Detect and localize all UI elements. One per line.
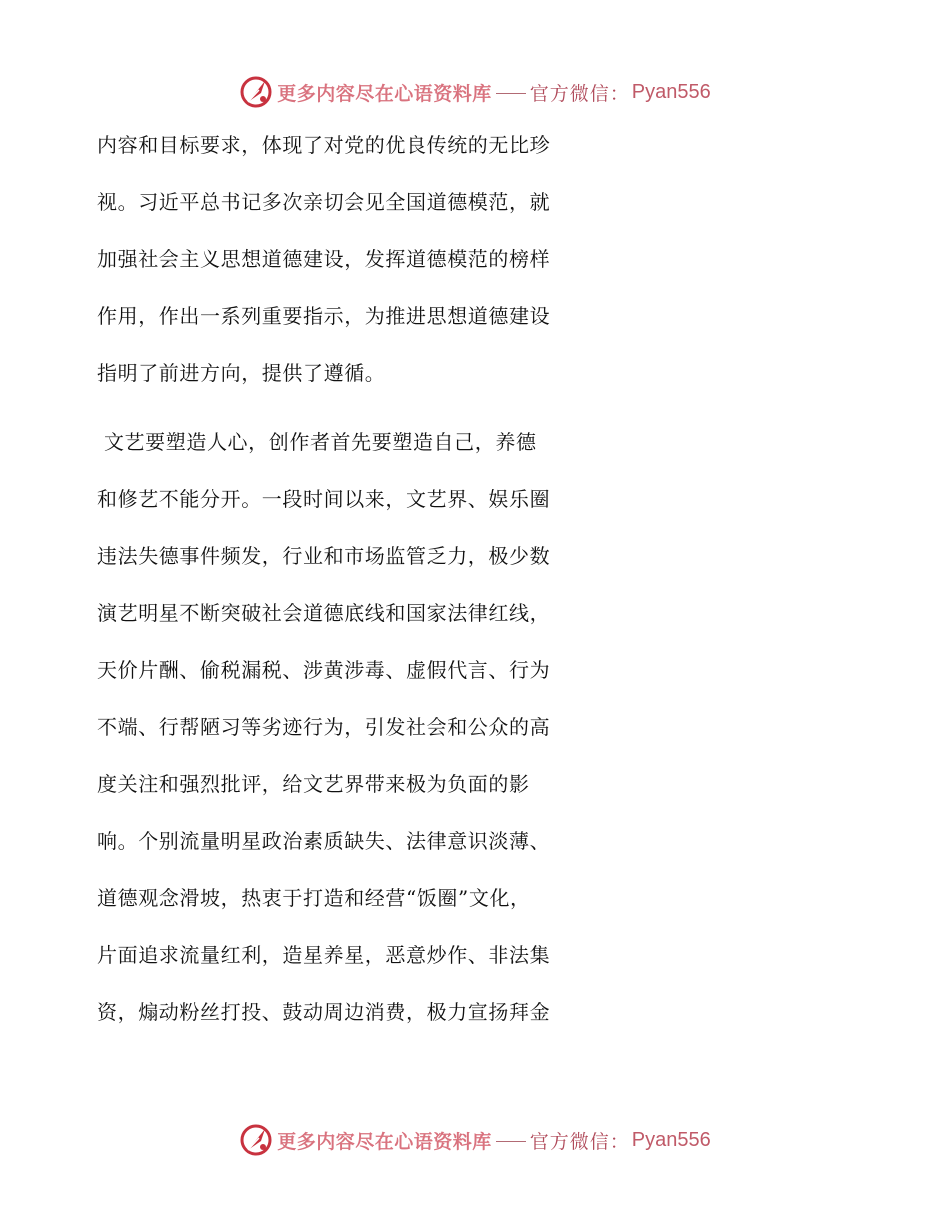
text-line: 度关注和强烈批评，给文艺界带来极为负面的影 bbox=[97, 772, 530, 796]
header-watermark bbox=[0, 72, 950, 112]
watermark-site-name: 更多内容尽在心语资料库 bbox=[277, 1130, 492, 1153]
text-line: 加强社会主义思想道德建设，发挥道德模范的榜样 bbox=[97, 247, 551, 271]
watermark-wechat-label: 官方微信： bbox=[529, 82, 630, 105]
quill-logo-icon bbox=[239, 75, 273, 109]
watermark-dash bbox=[496, 1141, 526, 1142]
watermark-wechat-label: 官方微信： bbox=[529, 1130, 630, 1153]
document-body bbox=[97, 122, 857, 1046]
text-line: 违法失德事件频发，行业和市场监管乏力，极少数 bbox=[97, 544, 551, 568]
paragraph bbox=[97, 122, 857, 396]
watermark-site-name: 更多内容尽在心语资料库 bbox=[277, 82, 492, 105]
quill-logo-icon bbox=[239, 1123, 273, 1157]
footer-watermark bbox=[0, 1120, 950, 1160]
text-line: 响。个别流量明星政治素质缺失、法律意识淡薄、 bbox=[97, 829, 551, 853]
text-line: 文艺要塑造人心，创作者首先要塑造自己，养德 bbox=[97, 430, 537, 454]
text-line: 视。习近平总书记多次亲切会见全国道德模范，就 bbox=[97, 190, 551, 214]
text-line: 天价片酬、偷税漏税、涉黄涉毒、虚假代言、行为 bbox=[97, 658, 551, 682]
paragraph-spacer bbox=[97, 407, 857, 419]
text-line: 不端、行帮陋习等劣迹行为，引发社会和公众的高 bbox=[97, 715, 551, 739]
text-line: 片面追求流量红利，造星养星，恶意炒作、非法集 bbox=[97, 943, 551, 967]
watermark-wechat-id: Pyan556 bbox=[631, 80, 711, 103]
text-line: 和修艺不能分开。一段时间以来，文艺界、娱乐圈 bbox=[97, 487, 551, 511]
text-line: 资，煽动粉丝打投、鼓动周边消费，极力宣扬拜金 bbox=[97, 1000, 551, 1024]
watermark-dash bbox=[496, 93, 526, 94]
text-line: 作用，作出一系列重要指示，为推进思想道德建设 bbox=[97, 304, 551, 328]
paragraph bbox=[97, 419, 857, 1035]
watermark-wechat-id: Pyan556 bbox=[631, 1128, 711, 1151]
text-line: 内容和目标要求，体现了对党的优良传统的无比珍 bbox=[97, 133, 551, 157]
text-line: 指明了前进方向，提供了遵循。 bbox=[97, 361, 386, 385]
text-line: 演艺明星不断突破社会道德底线和国家法律红线， bbox=[97, 601, 551, 625]
text-line: 道德观念滑坡，热衷于打造和经营“饭圈”文化， bbox=[97, 886, 531, 910]
